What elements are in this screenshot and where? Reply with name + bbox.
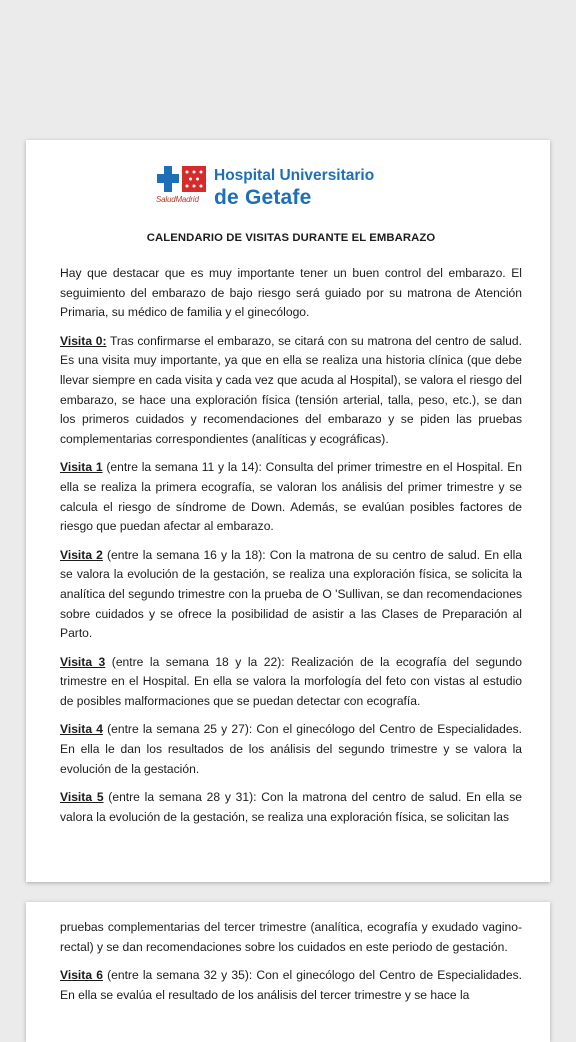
visit-paragraph-4 <box>60 720 522 779</box>
salud-madrid-emblem <box>156 164 208 204</box>
visit-paragraph-5 <box>60 788 522 827</box>
visit-label: Visita 1 <box>60 460 103 475</box>
visit-text: (entre la semana 32 y 35): Con el ginecólogo del Centro de Especialidades. En ella se evalúa el resultado de los análisis del tercer trimestre y se hace la <box>60 968 523 1002</box>
hospital-name-line1: Hospital Universitario <box>214 167 375 184</box>
visit-label: Visita 6 <box>60 968 103 983</box>
hospital-logo <box>156 164 522 208</box>
visit-text: (entre la semana 25 y 27): Con el ginecólogo del Centro de Especialidades. En ella le dan los resultados de los análisis del segundo trimestre y se valora la evolución de la gestación. <box>60 722 523 776</box>
visit-text: (entre la semana 18 y la 22): Realización de la ecografía del segundo trimestre en el Hospital. En ella se valora la morfología del feto con vistas al estudio de posibles malformaciones que se puedan detectar con ecografía. <box>60 654 522 708</box>
cross-and-flag-icon <box>156 164 208 194</box>
hospital-name <box>214 164 374 208</box>
visit-label: Visita 5 <box>60 790 104 805</box>
visit-label: Visita 0: <box>60 333 107 348</box>
visit-paragraph-6 <box>60 966 522 1005</box>
visit-text: (entre la semana 28 y 31): Con la matrona del centro de salud. En ella se valora la evolución de la gestación, se realiza una exploración física, se solicitan las <box>60 790 522 824</box>
document-title: CALENDARIO DE VISITAS DURANTE EL EMBARAZO <box>146 232 436 244</box>
visit-text: (entre la semana 11 y la 14): Consulta del primer trimestre en el Hospital. En ella se realiza la primera ecografía, se valoran los análisis del primer trimestre y se calcula el riesgo de síndrome de Down. Además, se evalúan posibles factores de riesgo que puedan afectar al embarazo. <box>60 460 522 534</box>
visit-text: (entre la semana 16 y la 18): Con la matrona de su centro de salud. En ella se valora la evolución de la gestación, se realiza una exploración física, se solicita la analítica del segundo trimestre con la prueba de O 'Sullivan, se dan recomendaciones sobre cuidados y se ofrece la posibilidad de asistir a las Clases de Preparación al Parto. <box>60 547 522 641</box>
document-page-2 <box>26 902 550 1042</box>
visit-paragraph-0 <box>60 332 522 450</box>
salud-madrid-label: SaludMadrid <box>156 195 199 204</box>
visit-paragraph-1 <box>60 458 522 536</box>
hospital-name-line2: de Getafe <box>214 185 312 209</box>
continuation-paragraph: pruebas complementarias del tercer trimestre (analítica, ecografía y exudado vagino-rectal) y se dan recomendaciones sobre los cuidados en este periodo de gestación. <box>60 920 522 954</box>
visit-label: Visita 3 <box>60 654 106 669</box>
visit-text: Tras confirmarse el embarazo, se citará con su matrona del centro de salud. Es una visita muy importante, ya que en ella se realiza una historia clínica (que debe llevar siempre en cada visita y cada vez que acuda al Hospital), se valora el riesgo del embarazo, se hace una exploración física (tensión arterial, talla, peso, etc.), se dan los primeros cuidados y recomendaciones del embarazo y se piden las pruebas complementarias correspondientes (analíticas y ecográficas). <box>60 333 522 446</box>
document-page-1 <box>26 140 550 882</box>
visit-paragraph-3 <box>60 653 522 712</box>
intro-paragraph: Hay que destacar que es muy importante tener un buen control del embarazo. El seguimiento del embarazo de bajo riesgo será guiado por su matrona de Atención Primaria, su médico de familia y el ginecólogo. <box>60 266 522 320</box>
visit-label: Visita 2 <box>60 547 103 562</box>
visit-label: Visita 4 <box>60 722 103 737</box>
visit-paragraph-2 <box>60 546 522 644</box>
